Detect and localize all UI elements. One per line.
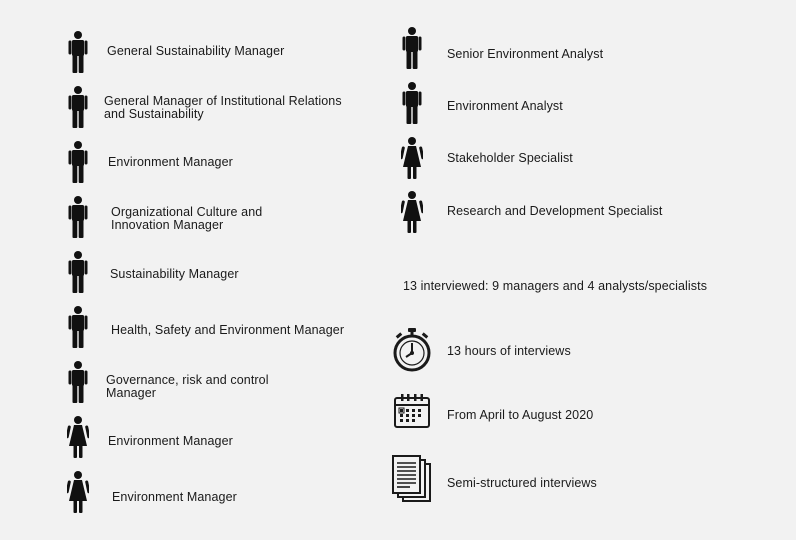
man-icon [68,196,88,238]
participant-label: Senior Environment Analyst [447,47,604,61]
participant-label: Governance, risk and control Manager [106,373,269,400]
man-icon [402,27,422,69]
participant-label: Stakeholder Specialist [447,151,573,165]
fact-label: From April to August 2020 [447,408,594,422]
stopwatch-icon [393,327,431,373]
man-icon [68,86,88,128]
man-icon [68,141,88,183]
participant-label: Environment Manager [108,155,233,169]
woman-icon [67,416,89,458]
participant-label: Organizational Culture and Innovation Manager [111,205,263,232]
interview-summary: 13 interviewed: 9 managers and 4 analysts/specialists [403,279,708,293]
participant-label: Environment Manager [112,490,237,504]
participant-label: Research and Development Specialist [447,204,663,218]
man-icon [68,31,88,73]
woman-icon [401,191,423,233]
documents-icon [392,455,432,503]
woman-icon [67,471,89,513]
participant-label: General Sustainability Manager [107,44,285,58]
participant-label: Environment Manager [108,434,233,448]
man-icon [402,82,422,124]
calendar-icon [393,393,431,429]
fact-label: Semi-structured interviews [447,476,597,490]
fact-label: 13 hours of interviews [447,344,571,358]
participant-label: Health, Safety and Environment Manager [111,323,345,337]
man-icon [68,251,88,293]
woman-icon [401,137,423,179]
man-icon [68,306,88,348]
participant-label: General Manager of Institutional Relations and Sustainability [104,94,342,121]
participant-label: Environment Analyst [447,99,563,113]
participant-label: Sustainability Manager [110,267,239,281]
man-icon [68,361,88,403]
